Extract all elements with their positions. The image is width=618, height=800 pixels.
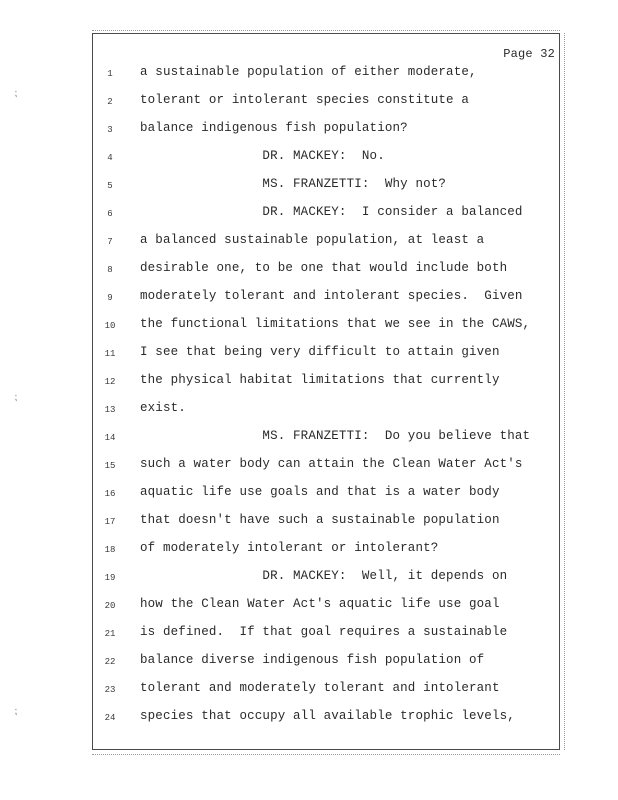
- line-number: 8: [107, 265, 113, 275]
- transcript-line: [0, 121, 618, 141]
- line-text: DR. MACKEY: Well, it depends on: [140, 569, 508, 583]
- line-number: 22: [104, 657, 116, 667]
- line-text: tolerant or intolerant species constitute a: [140, 93, 470, 107]
- line-text: tolerant and moderately tolerant and intolerant: [140, 681, 500, 695]
- scan-artifact-mark: ⁏: [14, 707, 18, 718]
- transcript-line: [0, 709, 618, 729]
- transcript-line: [0, 345, 618, 365]
- transcript-line: [0, 541, 618, 561]
- frame-bottom-noise: [92, 752, 560, 755]
- transcript-line: [0, 401, 618, 421]
- line-number: 23: [104, 685, 116, 695]
- line-number: 6: [107, 209, 113, 219]
- transcript-line: [0, 205, 618, 225]
- transcript-line: [0, 429, 618, 449]
- line-number: 18: [104, 545, 116, 555]
- line-text: that doesn't have such a sustainable population: [140, 513, 500, 527]
- line-text: DR. MACKEY: No.: [140, 149, 385, 163]
- line-number: 11: [104, 349, 116, 359]
- scan-artifact-mark: ⁏: [14, 393, 18, 404]
- transcript-line: [0, 65, 618, 85]
- line-number: 9: [107, 293, 113, 303]
- transcript-line: [0, 261, 618, 281]
- transcript-line: [0, 625, 618, 645]
- transcript-line: [0, 93, 618, 113]
- line-number: 3: [107, 125, 113, 135]
- line-text: such a water body can attain the Clean Water Act's: [140, 457, 523, 471]
- line-text: the functional limitations that we see in the CAWS,: [140, 317, 531, 331]
- line-number: 15: [104, 461, 116, 471]
- line-number: 4: [107, 153, 113, 163]
- line-number: 19: [104, 573, 116, 583]
- line-number: 5: [107, 181, 113, 191]
- line-number: 21: [104, 629, 116, 639]
- transcript-line: [0, 569, 618, 589]
- transcript-line: [0, 289, 618, 309]
- transcript-line: [0, 457, 618, 477]
- line-text: aquatic life use goals and that is a water body: [140, 485, 500, 499]
- line-number: 7: [107, 237, 113, 247]
- line-text: I see that being very difficult to attain given: [140, 345, 500, 359]
- transcript-line: [0, 233, 618, 253]
- line-text: desirable one, to be one that would include both: [140, 261, 508, 275]
- line-number: 17: [104, 517, 116, 527]
- line-text: MS. FRANZETTI: Why not?: [140, 177, 447, 191]
- line-number: 2: [107, 97, 113, 107]
- line-text: moderately tolerant and intolerant species. Given: [140, 289, 523, 303]
- line-number: 20: [104, 601, 116, 611]
- line-text: is defined. If that goal requires a sustainable: [140, 625, 508, 639]
- transcript-line: [0, 149, 618, 169]
- line-text: a balanced sustainable population, at least a: [140, 233, 485, 247]
- line-text: DR. MACKEY: I consider a balanced: [140, 205, 523, 219]
- transcript-line: [0, 513, 618, 533]
- transcript-line: [0, 317, 618, 337]
- transcript-line: [0, 653, 618, 673]
- line-number: 1: [107, 69, 113, 79]
- line-text: balance indigenous fish population?: [140, 121, 408, 135]
- scan-artifact-mark: ⁏: [14, 89, 18, 100]
- line-number: 16: [104, 489, 116, 499]
- line-text: a sustainable population of either moderate,: [140, 65, 477, 79]
- line-text: the physical habitat limitations that currently: [140, 373, 500, 387]
- transcript-line: [0, 485, 618, 505]
- line-text: exist.: [140, 401, 186, 415]
- line-text: of moderately intolerant or intolerant?: [140, 541, 439, 555]
- line-text: how the Clean Water Act's aquatic life use goal: [140, 597, 500, 611]
- line-text: MS. FRANZETTI: Do you believe that: [140, 429, 531, 443]
- line-number: 14: [104, 433, 116, 443]
- line-number: 10: [104, 321, 116, 331]
- line-text: species that occupy all available trophic levels,: [140, 709, 515, 723]
- page-number: Page 32: [503, 47, 555, 61]
- transcript-line: [0, 681, 618, 701]
- transcript-line: [0, 597, 618, 617]
- transcript-line: [0, 177, 618, 197]
- transcript-line: [0, 373, 618, 393]
- line-number: 13: [104, 405, 116, 415]
- line-number: 24: [104, 713, 116, 723]
- line-number: 12: [104, 377, 116, 387]
- line-text: balance diverse indigenous fish population of: [140, 653, 485, 667]
